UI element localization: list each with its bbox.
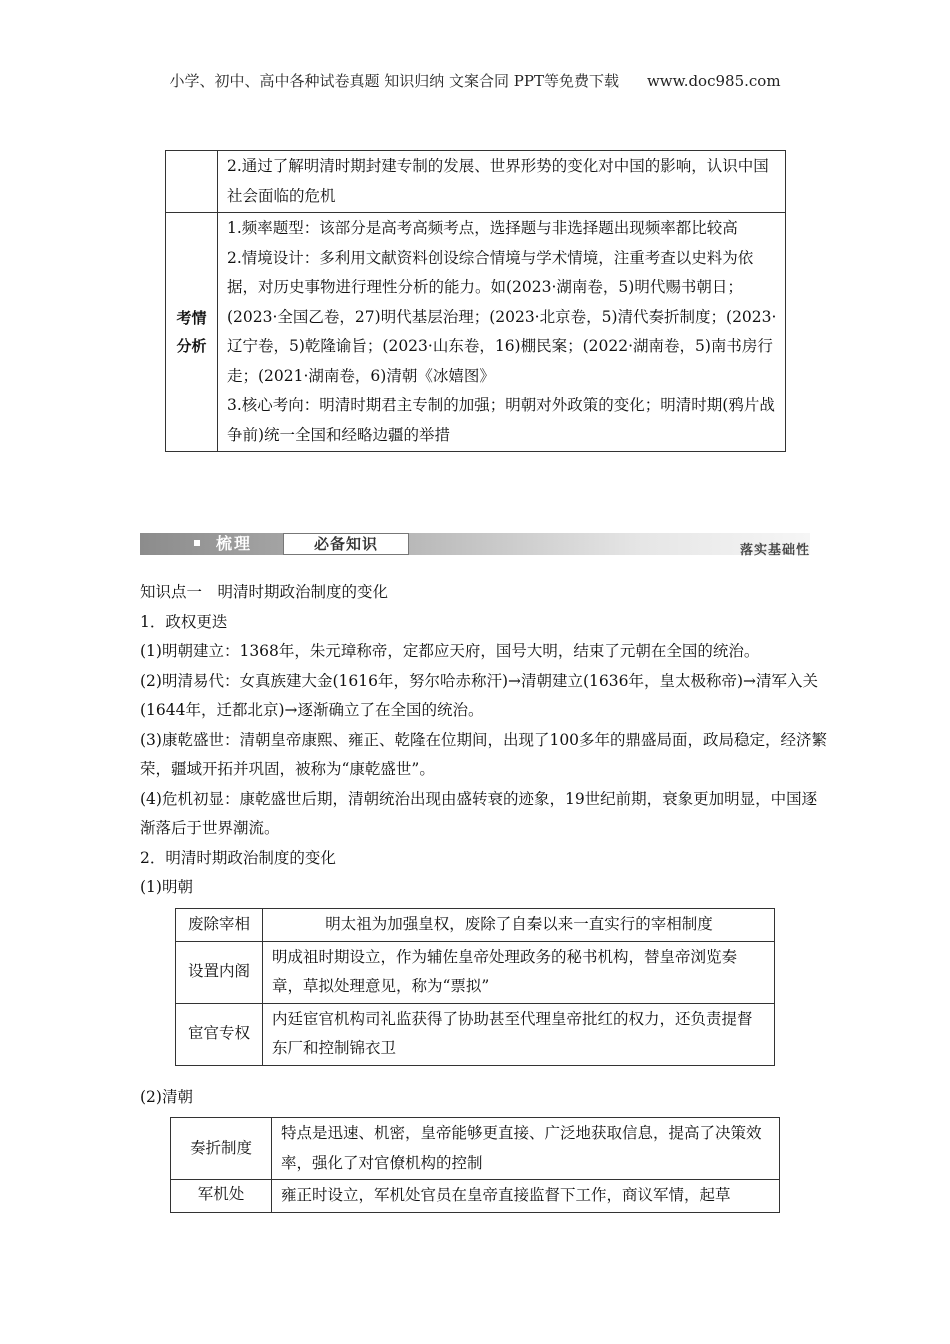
paragraph-3: (3)康乾盛世：清朝皇帝康熙、雍正、乾隆在位期间，出现了100多年的鼎盛局面，政局稳定，经济繁荣，疆域开拓并巩固，被称为“康乾盛世”。: [140, 730, 828, 778]
ming-row-text: 明成祖时期设立，作为辅佐皇帝处理政务的秘书机构，替皇帝浏览奏章，草拟处理意见，称为“票拟”: [263, 941, 775, 1003]
qing-heading: (2)清朝: [140, 1088, 193, 1106]
qing-dynasty-table: [170, 1117, 780, 1213]
table1-empty-label: [166, 151, 218, 213]
analysis-item-3: 3.核心考向：明清时期君主专制的加强；明朝对外政策的变化；明清时期(鸦片战争前)统一全国和经略边疆的举措: [227, 396, 775, 444]
qing-row-text: 雍正时设立，军机处官员在皇帝直接监督下工作，商议军情，起草: [272, 1180, 780, 1213]
table1-row2-content: [218, 213, 786, 452]
qing-row-text: 特点是迅速、机密，皇帝能够更直接、广泛地获取信息，提高了决策效率，强化了对官僚机构的控制: [272, 1118, 780, 1180]
header-text: 小学、初中、高中各种试卷真题 知识归纳 文案合同 PPT等免费下载: [169, 72, 619, 90]
banner-left-title: 梳理: [216, 534, 253, 553]
table-row: [171, 1180, 780, 1213]
ming-row-label: 废除宰相: [176, 909, 263, 942]
label-part-a: 考情: [176, 309, 207, 327]
header-url[interactable]: www.doc985.com: [646, 72, 781, 90]
qing-row-label: 军机处: [171, 1180, 272, 1213]
banner-square-icon: [194, 540, 200, 546]
table-row: [176, 909, 775, 942]
table-row: [176, 941, 775, 1003]
paragraph-2: (2)明清易代：女真族建大金(1616年，努尔哈赤称汗)→清朝建立(1636年，皇太极称帝)→清军入关(1644年，迁都北京)→逐渐确立了在全国的统治。: [140, 671, 819, 719]
knowledge-body: [140, 578, 830, 903]
ming-row-text: 内廷宦官机构司礼监获得了协助甚至代理皇帝批红的权力，还负责提督东厂和控制锦衣卫: [263, 1003, 775, 1065]
banner-right-title: 落实基础性: [739, 543, 810, 558]
ming-row-label: 设置内阁: [176, 941, 263, 1003]
paragraph-4: (4)危机初显：康乾盛世后期，清朝统治出现由盛转衰的迹象，19世纪前期，衰象更加明显，中国逐渐落后于世界潮流。: [140, 789, 818, 837]
table1-row1-content: 2.通过了解明清时期封建专制的发展、世界形势的变化对中国的影响，认识中国社会面临的危机: [218, 151, 786, 213]
analysis-item-2: 2.情境设计：多利用文献资料创设综合情境与学术情境，注重考查以史料为依据，对历史事物进行理性分析的能力。如(2023·湖南卷，5)明代赐书朝日；(2023·全国乙卷，27)明代基层治理；(2023·北京卷，5)清代奏折制度；(2023·辽宁卷，5)乾隆谕旨；(2023·山东卷，16)棚民案；(2022·湖南卷，5)南书房行走；(2021·湖南卷，6)清朝《冰嬉图》: [227, 248, 777, 385]
banner-box-title: 必备知识: [283, 533, 409, 555]
page-header: [0, 70, 950, 91]
section-heading-2: 2．明清时期政治制度的变化: [140, 848, 336, 867]
knowledge-point-title: 知识点一 明清时期政治制度的变化: [140, 583, 389, 601]
label-part-b: 分析: [176, 337, 207, 355]
section-banner: [140, 531, 810, 559]
ming-heading: (1)明朝: [140, 878, 193, 896]
ming-dynasty-table: [175, 908, 775, 1066]
table-row: [171, 1118, 780, 1180]
qing-row-label: 奏折制度: [171, 1118, 272, 1180]
analysis-item-1: 1.频率题型：该部分是高考高频考点，选择题与非选择题出现频率都比较高: [227, 219, 738, 237]
ming-row-text: 明太祖为加强皇权，废除了自秦以来一直实行的宰相制度: [263, 909, 775, 942]
table-row: [176, 1003, 775, 1065]
exam-analysis-table: [165, 150, 786, 452]
section-heading-1: 1．政权更迭: [140, 612, 228, 631]
table1-row2-label: [166, 213, 218, 452]
paragraph-1: (1)明朝建立：1368年，朱元璋称帝，定都应天府，国号大明，结束了元朝在全国的统治。: [140, 642, 760, 660]
ming-row-label: 宦官专权: [176, 1003, 263, 1065]
